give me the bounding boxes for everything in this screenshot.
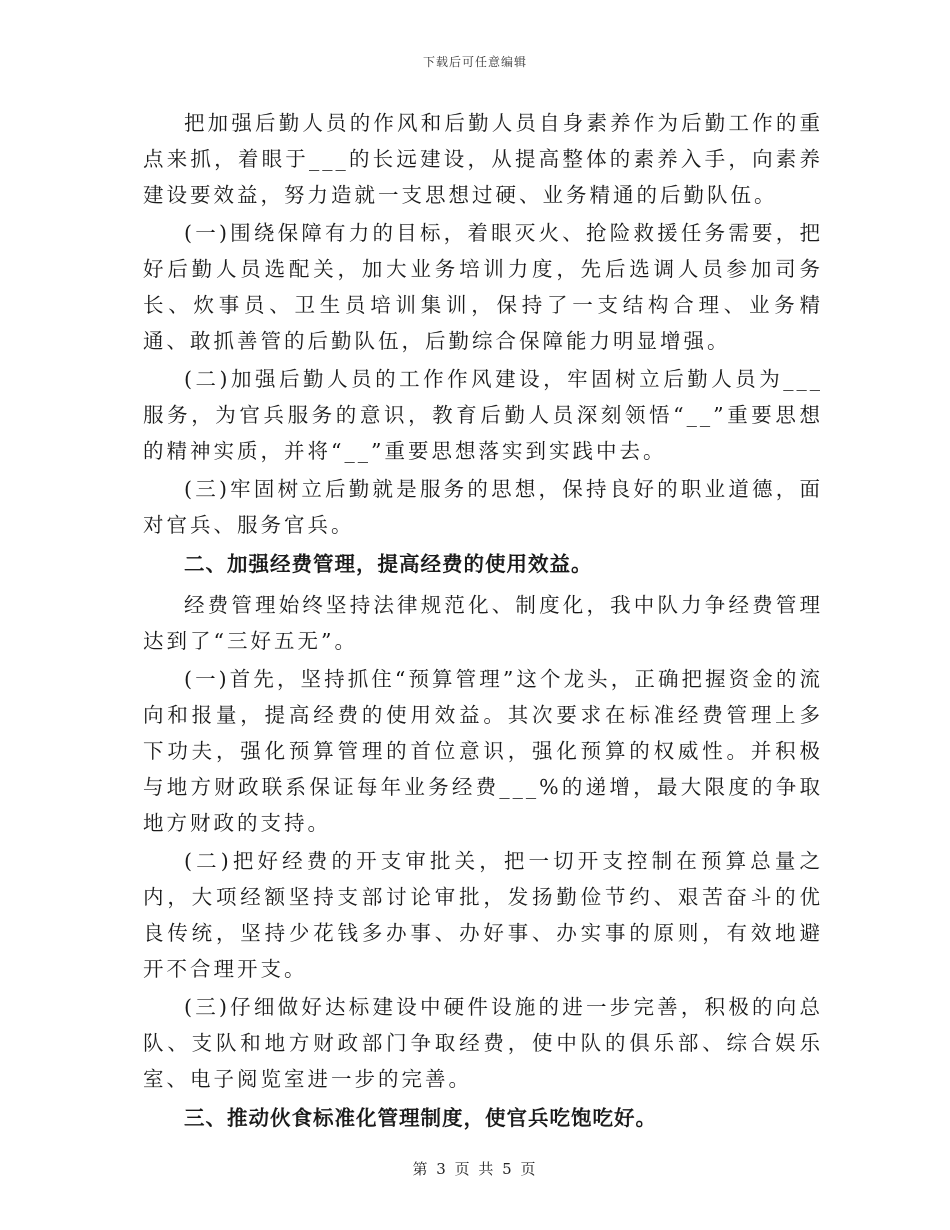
section-heading-3: 三、推动伙食标准化管理制度，使官兵吃饱吃好。 (184, 1106, 657, 1130)
document-body (143, 105, 823, 1141)
section-heading-2: 二、加强经费管理，提高经费的使用效益。 (184, 552, 593, 576)
paragraph-intro: 把加强后勤人员的作风和后勤人员自身素养作为后勤工作的重点来抓，着眼于___的长远建设，从提高整体的素养入手，向素养建设要效益，努力造就一支思想过硬、业务精通的后勤队伍。 (143, 111, 823, 207)
paragraph-2-intro: 经费管理始终坚持法律规范化、制度化，我中队力争经费管理达到了“三好五无”。 (143, 593, 823, 653)
paragraph-2-3: (三)仔细做好达标建设中硬件设施的进一步完善，积极的向总队、支队和地方财政部门争取经费，使中队的俱乐部、综合娱乐室、电子阅览室进一步的完善。 (143, 995, 823, 1091)
paragraph-2-2: (二)把好经费的开支审批关，把一切开支控制在预算总量之内，大项经额坚持支部讨论审批，发扬勤俭节约、艰苦奋斗的优良传统，坚持少花钱多办事、办好事、办实事的原则，有效地避开不合理开支。 (143, 849, 823, 981)
page-header-note: 下载后可任意编辑 (422, 55, 527, 69)
page-number-footer: 第 3 页 共 5 页 (412, 1160, 538, 1178)
paragraph-1-1: (一)围绕保障有力的目标，着眼灭火、抢险救援任务需要，把好后勤人员选配关，加大业务培训力度，先后选调人员参加司务长、炊事员、卫生员培训集训，保持了一支结构合理、业务精通、敢抓善管的后勤队伍，后勤综合保障能力明显增强。 (143, 221, 823, 353)
paragraph-1-3: (三)牢固树立后勤就是服务的思想，保持良好的职业道德，面对官兵、服务官兵。 (143, 477, 823, 537)
paragraph-2-1: (一)首先，坚持抓住“预算管理”这个龙头，正确把握资金的流向和报量，提高经费的使用效益。其次要求在标准经费管理上多下功夫，强化预算管理的首位意识，强化预算的权威性。并积极与地方财政联系保证每年业务经费___%的递增，最大限度的争取地方财政的支持。 (143, 667, 823, 835)
paragraph-1-2: (二)加强后勤人员的工作作风建设，牢固树立后勤人员为___服务，为官兵服务的意识，教育后勤人员深刻领悟“__”重要思想的精神实质，并将“__”重要思想落实到实践中去。 (143, 367, 823, 463)
